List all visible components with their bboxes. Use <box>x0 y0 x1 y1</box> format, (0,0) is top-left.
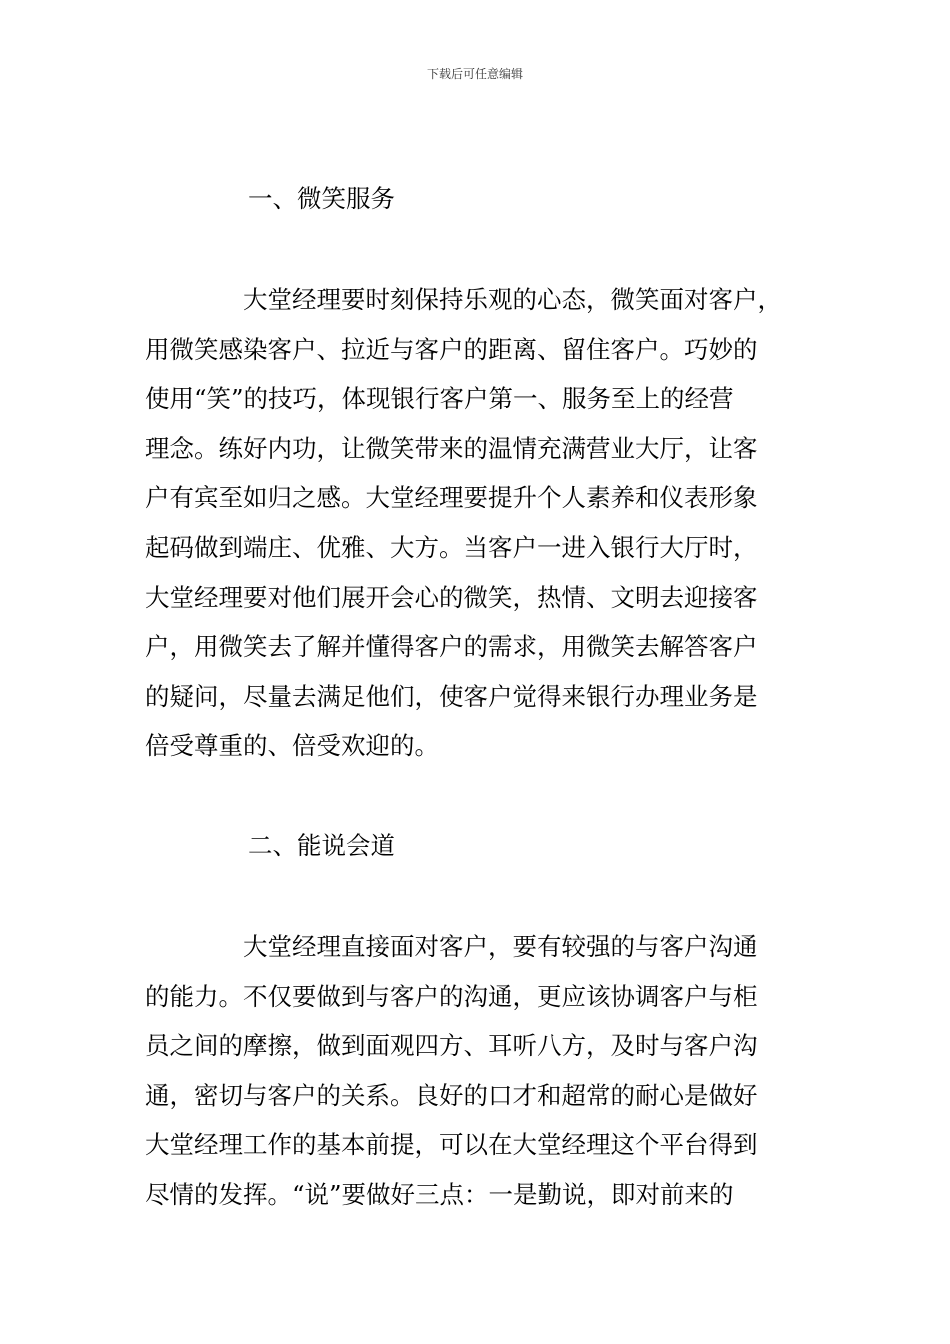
paragraph-line: 的疑问，尽量去满足他们，使客户觉得来银行办理业务是 <box>145 681 758 711</box>
paragraph-line: 起码做到端庄、优雅、大方。当客户一进入银行大厅时， <box>145 532 758 562</box>
paragraph-communication <box>145 929 815 1227</box>
section-heading-communication: 二、能说会道 <box>248 831 395 860</box>
paragraph-line: 通，密切与客户的关系。良好的口才和超常的耐心是做好 <box>145 1080 758 1110</box>
header-note: 下载后可任意编辑 <box>426 67 523 81</box>
paragraph-line: 大堂经理要对他们展开会心的微笑，热情、文明去迎接客 <box>145 582 758 612</box>
paragraph-line: 大堂经理要时刻保持乐观的心态，微笑面对客户， <box>145 285 782 314</box>
paragraph-line: 户，用微笑去了解并懂得客户的需求，用微笑去解答客户 <box>145 632 758 662</box>
section-heading-smile-service: 一、微笑服务 <box>248 184 395 213</box>
paragraph-line: 大堂经理工作的基本前提，可以在大堂经理这个平台得到 <box>145 1130 758 1160</box>
paragraph-line: 员之间的摩擦，做到面观四方、耳听八方，及时与客户沟 <box>145 1031 758 1061</box>
paragraph-line: 用微笑感染客户、拉近与客户的距离、留住客户。巧妙的 <box>145 334 758 364</box>
paragraph-line: 理念。练好内功，让微笑带来的温情充满营业大厅，让客 <box>145 433 758 463</box>
paragraph-smile-service <box>145 282 815 778</box>
paragraph-line: 尽情的发挥。“说”要做好三点：一是勤说，即对前来的 <box>145 1179 734 1209</box>
paragraph-line: 倍受尊重的、倍受欢迎的。 <box>145 731 439 761</box>
paragraph-line: 大堂经理直接面对客户，要有较强的与客户沟通 <box>145 932 758 961</box>
paragraph-line: 户有宾至如归之感。大堂经理要提升个人素养和仪表形象 <box>145 483 758 513</box>
paragraph-line: 的能力。不仅要做到与客户的沟通，更应该协调客户与柜 <box>145 981 758 1011</box>
paragraph-line: 使用“笑”的技巧，体现银行客户第一、服务至上的经营 <box>145 384 734 414</box>
